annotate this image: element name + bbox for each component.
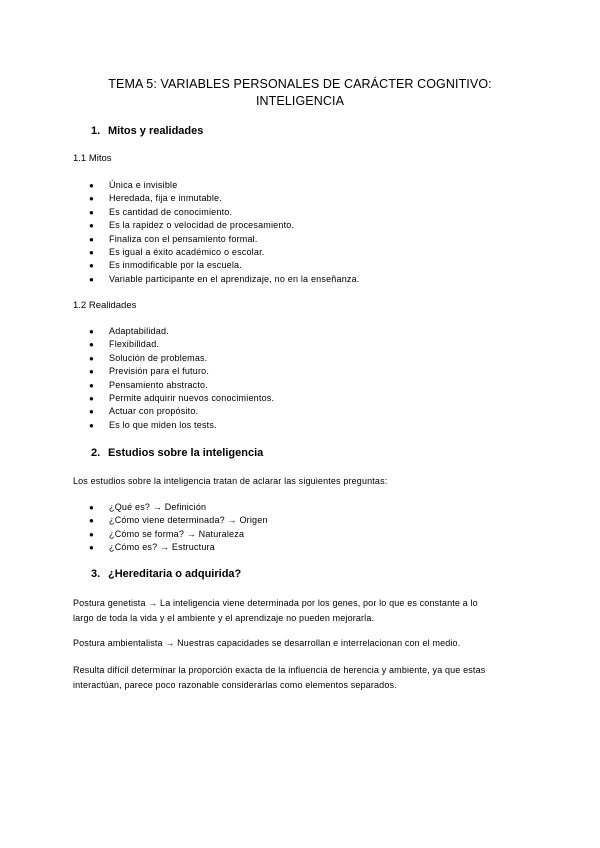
list-item: ● ¿Qué es? → Definición (0, 501, 268, 514)
bullet-icon: ● (89, 394, 95, 404)
bullet-icon: ● (89, 274, 95, 284)
bullet-icon: ● (89, 248, 95, 258)
list-item: ● Es la rapidez o velocidad de procesamiento. (0, 219, 360, 232)
postura-ambientalista-paragraph: Postura ambientalista → Nuestras capacidades se desarrollan e interrelacionan con el medio. (73, 638, 461, 648)
preguntas-list (0, 501, 268, 555)
section-3-title: ¿Hereditaria o adquirida? (108, 568, 242, 580)
list-item: ● ¿Cómo es? → Estructura (0, 541, 268, 554)
list-item: ● Permite adquirir nuevos conocimientos. (0, 392, 274, 405)
bullet-icon: ● (89, 207, 95, 217)
paragraph-line: Resulta difícil determinar la proporción exacta de la influencia de herencia y ambiente, ya que estas (73, 665, 486, 675)
section-2-number: 2. (91, 447, 101, 459)
list-item: ● Única e invisible (0, 179, 360, 192)
section-3-heading (91, 567, 241, 581)
bullet-icon: ● (89, 367, 95, 377)
bullet-icon: ● (89, 503, 95, 512)
bullet-icon: ● (89, 529, 95, 539)
conclusion-paragraph (73, 663, 533, 692)
list-item: ● Variable participante en el aprendizaje, no en la enseñanza. (0, 273, 360, 286)
realidades-list (0, 325, 274, 432)
section-3-number: 3. (91, 568, 101, 580)
bullet-icon: ● (89, 221, 95, 231)
list-item: ● ¿Cómo viene determinada? → Origen (0, 514, 268, 527)
bullet-icon: ● (89, 194, 95, 204)
list-item: ● Heredada, fija e inmutable. (0, 192, 360, 205)
list-item: ● Es cantidad de conocimiento. (0, 206, 360, 219)
list-item: ● Es lo que miden los tests. (0, 419, 274, 432)
list-item: ● Solución de problemas. (0, 352, 274, 365)
list-item: ● Previsión para el futuro. (0, 365, 274, 378)
bullet-icon: ● (89, 407, 95, 417)
bullet-icon: ● (89, 420, 95, 430)
bullet-icon: ● (89, 380, 95, 390)
bullet-icon: ● (89, 340, 95, 350)
subsection-realidades-heading: 1.2 Realidades (73, 300, 137, 311)
title-line-1: TEMA 5: VARIABLES PERSONALES DE CARÁCTER COGNITIVO: (108, 77, 492, 91)
bullet-icon: ● (89, 516, 95, 526)
list-item: ● ¿Cómo se forma? → Naturaleza (0, 528, 268, 541)
section-1-heading (91, 124, 203, 138)
bullet-icon: ● (89, 261, 95, 271)
list-item: ● Adaptabilidad. (0, 325, 274, 338)
section-1-number: 1. (91, 125, 101, 137)
list-item: ● Es inmodificable por la escuela. (0, 259, 360, 272)
document-title (60, 76, 540, 110)
subsection-mitos-heading: 1.1 Mitos (73, 153, 112, 164)
list-item: ● Finaliza con el pensamiento formal. (0, 233, 360, 246)
list-item: ● Es igual a éxito académico o escolar. (0, 246, 360, 259)
paragraph-line: Postura genetista → La inteligencia viene determinada por los genes, por lo que es constante a lo (73, 598, 478, 608)
section-2-heading (91, 446, 263, 460)
list-item: ● Pensamiento abstracto. (0, 379, 274, 392)
title-line-2: INTELIGENCIA (255, 94, 345, 108)
section-2-intro: Los estudios sobre la inteligencia tratan de aclarar las siguientes preguntas: (73, 476, 388, 486)
section-2-title: Estudios sobre la inteligencia (108, 447, 264, 459)
list-item: ● Flexibilidad. (0, 338, 274, 351)
section-1-title: Mitos y realidades (108, 125, 204, 137)
paragraph-line: interactúan, parece poco razonable considerarlas como elementos separados. (73, 679, 397, 690)
paragraph-line: largo de toda la vida y el ambiente y el aprendizaje no pueden mejorarla. (73, 612, 375, 623)
mitos-list (0, 179, 360, 286)
list-item: ● Actuar con propósito. (0, 405, 274, 418)
bullet-icon: ● (89, 543, 95, 553)
bullet-icon: ● (89, 327, 95, 336)
bullet-icon: ● (89, 234, 95, 244)
bullet-icon: ● (89, 353, 95, 363)
postura-genetista-paragraph (73, 596, 533, 625)
bullet-icon: ● (89, 181, 95, 190)
